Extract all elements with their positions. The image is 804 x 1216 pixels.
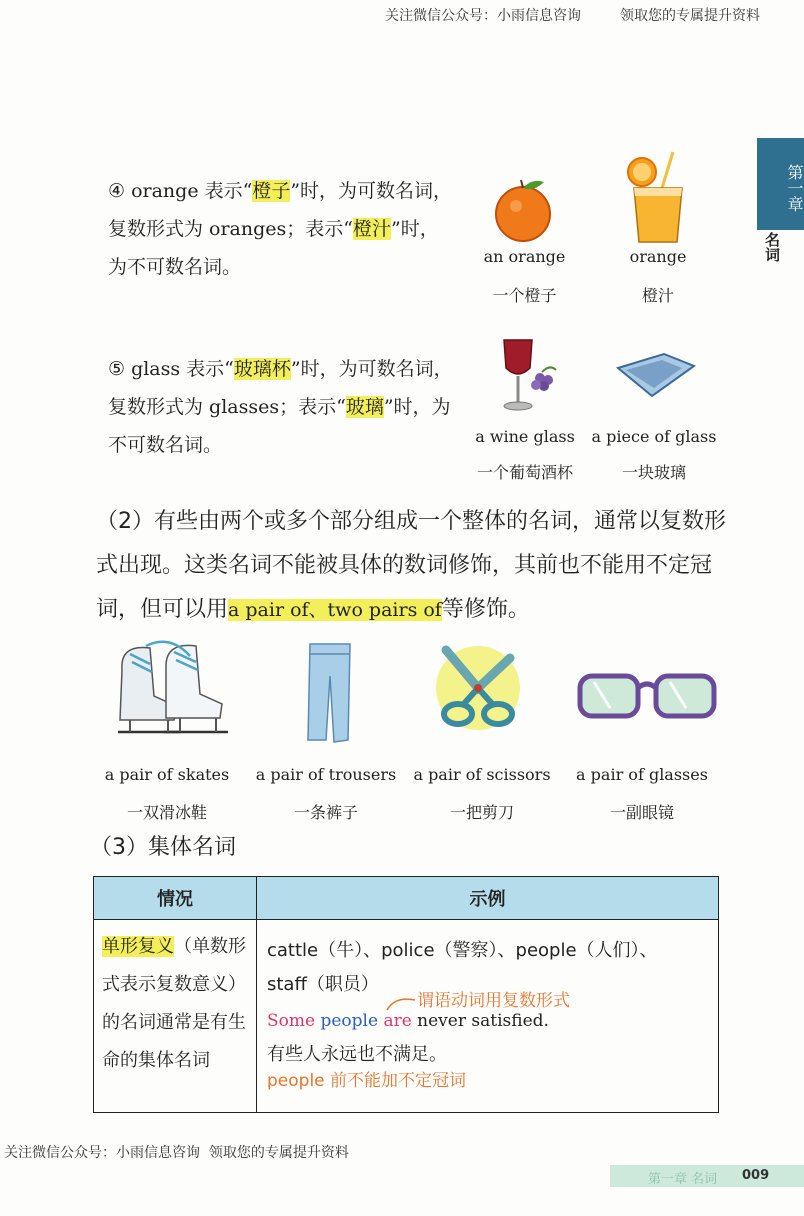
wine-glass-caption-zh: 一个葡萄酒杯 [476, 463, 573, 482]
section3-title: （3）集体名词 [90, 835, 236, 860]
chapter-label: 名词 [763, 232, 781, 262]
glass-piece-caption-zh: 一块玻璃 [621, 463, 686, 482]
trousers-image [292, 640, 362, 746]
trousers-caption-zh: 一条裤子 [293, 803, 358, 822]
skates-caption-en: a pair of skates [104, 765, 230, 784]
examples-line1: cattle（牛）、police（警察）、people（人们）、 [267, 940, 658, 961]
chapter-tab: 第一章 [757, 138, 804, 230]
orange-image [488, 172, 558, 244]
item4-text: ④ orange 表示“橙子”时，为可数名词，复数形式为 oranges；表示“橙汁”时，为不可数名词。 [108, 180, 453, 278]
glasses-caption-zh: 一副眼镜 [609, 803, 674, 822]
scissors-caption-zh: 一把剪刀 [449, 803, 514, 822]
table-cell-case: 单形复义（单数形式表示复数意义）的名词通常是有生命的集体名词 [94, 920, 257, 1113]
page-number: 009 [742, 1168, 770, 1183]
footer-bar [610, 1165, 804, 1187]
orange-caption-zh: 一个橙子 [492, 286, 557, 305]
note-no-article: people 前不能加不定冠词 [267, 1071, 467, 1091]
wine-glass-image [490, 334, 560, 416]
glasses-caption-en: a pair of glasses [576, 765, 708, 784]
eyeglasses-image [574, 668, 720, 724]
trousers-caption-en: a pair of trousers [255, 765, 397, 784]
orange-caption-en: an orange [483, 247, 566, 266]
glass-piece-image [612, 350, 698, 400]
table-header-example: 示例 [257, 877, 719, 920]
scissors-image [432, 640, 524, 736]
footer-wechat: 关注微信公众号：小雨信息咨询 领取您的专属提升资料 [4, 1145, 349, 1161]
note-plural-verb: 谓语动词用复数形式 [417, 991, 570, 1011]
table-cell-examples [257, 920, 719, 1113]
glass-piece-caption-en: a piece of glass [591, 427, 717, 446]
orange-juice-image [618, 148, 698, 246]
skates-image [110, 640, 242, 746]
table-header-case: 情况 [94, 877, 257, 920]
example-sentence: Some people are never satisfied. [267, 1011, 549, 1031]
note-arrow-icon [385, 992, 419, 1012]
item5-text: ⑤ glass 表示“玻璃杯”时，为可数名词，复数形式为 glasses；表示“玻璃”时，为不可数名词。 [108, 358, 453, 456]
skates-caption-zh: 一双滑冰鞋 [126, 803, 207, 822]
juice-caption-zh: 橙汁 [641, 286, 674, 305]
running-head: 第一章 名词 [648, 1172, 718, 1187]
examples-line2: staff（职员） [267, 974, 379, 995]
wine-glass-caption-en: a wine glass [475, 427, 575, 446]
header-promo: 领取您的专属提升资料 [620, 8, 760, 24]
section2-paragraph: （2）有些由两个或多个部分组成一个整体的名词，通常以复数形式出现。这类名词不能被具体的数词修饰，其前也不能用不定冠词，但可以用a pair of、two pairs of等修饰。 [96, 509, 726, 622]
header-wechat: 关注微信公众号：小雨信息咨询 [385, 8, 581, 24]
collective-noun-table [93, 876, 719, 1113]
juice-caption-en: orange [629, 247, 687, 266]
page-header [0, 0, 804, 30]
example-translation: 有些人永远也不满足。 [267, 1044, 447, 1065]
scissors-caption-en: a pair of scissors [413, 765, 551, 784]
